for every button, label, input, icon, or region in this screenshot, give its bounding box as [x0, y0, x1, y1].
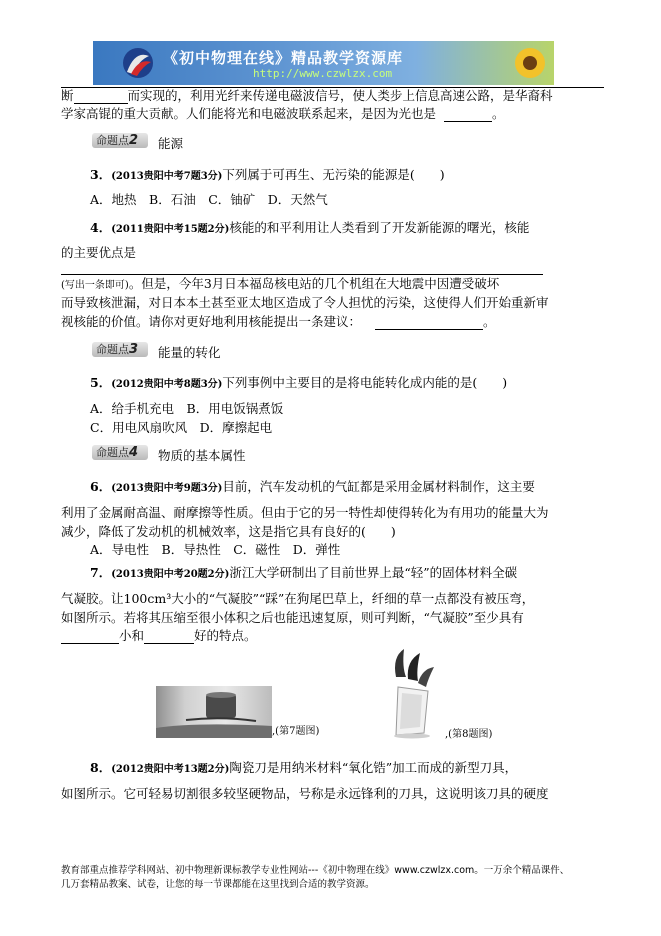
footer-line-2: 几万套精品教案、试卷，让您的每一节课都能在这里找到合适的教学资源。 — [61, 879, 375, 890]
section-title: 能量的转化 — [158, 345, 221, 360]
answer-blank[interactable] — [61, 629, 119, 644]
badge-number: 4 — [129, 445, 139, 460]
question-source: (2013贵阳中考7题3分) — [111, 171, 223, 182]
intro-text: 学家高锟的重大贡献。人们能将光和电磁波联系起来，是因为光也是 — [61, 106, 437, 121]
question-6-line-2: 利用了金属耐高温、耐摩擦等性质。但由于它的另一特性却使得转化为有用功的能量大为 — [61, 505, 549, 520]
question-7-line-2: 气凝胶。让100cm³大小的“气凝胶”“踩”在狗尾巴草上，纤细的草一点都没有被压弯， — [61, 591, 535, 606]
badge-text: 命题点 — [96, 343, 129, 356]
intro-text: 而实现的，利用光纤来传递电磁波信号，使人类步上信息高速公路，是华裔科 — [127, 88, 553, 103]
answer-blank[interactable] — [74, 89, 128, 104]
question-text: 。 — [483, 314, 496, 329]
question-source: (2012贵阳中考13题2分) — [111, 764, 230, 775]
intro-text: 。 — [492, 106, 505, 121]
badge-number: 2 — [129, 133, 139, 148]
question-text: 好的特点。 — [194, 628, 257, 643]
aerogel-on-grass-icon — [156, 686, 272, 738]
question-8-line-2: 如图所示。它可轻易切割很多较坚硬物品，号称是永远锋利的刀具，这说明该刀具的硬度 — [61, 786, 549, 801]
question-text: 小和 — [119, 628, 145, 643]
question-7 — [90, 565, 517, 583]
badge-number: 3 — [129, 342, 139, 357]
aerogel-photo — [156, 686, 272, 738]
badge-text: 命题点 — [96, 134, 129, 147]
question-4-line-3 — [61, 276, 499, 294]
section-title: 能源 — [158, 136, 184, 151]
question-6 — [90, 479, 535, 497]
intro-text: 断 — [61, 88, 74, 103]
section-badge — [92, 133, 148, 148]
question-5-options-2: C．用电风扇吹风 D．摩擦起电 — [90, 420, 273, 435]
question-8 — [90, 760, 517, 778]
answer-blank[interactable] — [444, 107, 492, 122]
question-source: (2013贵阳中考20题2分) — [111, 569, 230, 580]
question-5 — [90, 375, 507, 393]
question-source: (2012贵阳中考8题3分) — [111, 379, 223, 390]
sunflower-icon — [512, 45, 548, 81]
question-text: 视核能的价值。请你对更好地利用核能提出一条建议： — [61, 314, 362, 329]
question-text: 。但是，今年3月日本福岛核电站的几个机组在大地震中因遭受破坏 — [128, 276, 500, 291]
banner-title: 《初中物理在线》精品教学资源库 — [163, 49, 404, 67]
question-3-options: A．地热 B．石油 C．铀矿 D．天然气 — [90, 192, 328, 207]
section-title: 物质的基本属性 — [158, 448, 246, 463]
banner-url: http://www.czwlzx.com — [253, 67, 393, 80]
figure-7-caption: ,(第7题图) — [272, 726, 320, 737]
question-stem: 浙江大学研制出了目前世界上最“轻”的固体材料全碳 — [229, 565, 518, 580]
figure-8-caption: ,(第8题图) — [445, 729, 493, 740]
answer-blank[interactable] — [375, 315, 483, 330]
header-banner — [93, 41, 554, 85]
question-6-options: A．导电性 B．导热性 C．磁性 D．弹性 — [90, 542, 341, 557]
intro-line-1 — [61, 88, 553, 104]
question-stem: 目前，汽车发动机的气缸都是采用金属材料制作，这主要 — [222, 479, 535, 494]
question-4-line-4: 而导致核泄漏，对日本本土甚至亚太地区造成了令人担忧的污染，这使得人们开始重新审 — [61, 295, 549, 310]
question-stem: 陶瓷刀是用纳米材料“氧化锆”加工而成的新型刀具， — [229, 760, 518, 775]
site-logo-icon — [121, 46, 155, 80]
question-5-options-1: A．给手机充电 B．用电饭锅煮饭 — [90, 401, 284, 416]
question-number: 5． — [90, 375, 112, 390]
section-badge — [92, 445, 148, 460]
question-7-line-4 — [61, 628, 257, 644]
answer-blank[interactable] — [144, 629, 194, 644]
question-source: (2011贵阳中考15题2分) — [111, 224, 230, 235]
question-7-line-3: 如图所示。若将其压缩至很小体积之后也能迅速复原，则可判断，“气凝胶”至少具有 — [61, 610, 524, 625]
question-4 — [90, 220, 529, 238]
question-6-line-3: 减少，降低了发动机的机械效率，这是指它具有良好的( ) — [61, 524, 396, 539]
intro-line-2 — [61, 106, 505, 122]
section-badge — [92, 342, 148, 357]
question-stem: 下列属于可再生、无污染的能源是( ) — [222, 167, 445, 182]
question-number: 4． — [90, 220, 112, 235]
question-3 — [90, 167, 445, 185]
badge-text: 命题点 — [96, 446, 129, 459]
question-stem: 核能的和平利用让人类看到了开发新能源的曙光，核能 — [229, 220, 530, 235]
question-source: (2013贵阳中考9题3分) — [111, 483, 223, 494]
question-4-line-2: 的主要优点是 — [61, 245, 137, 260]
question-number: 6． — [90, 479, 112, 494]
question-note: (写出一条即可) — [61, 280, 129, 291]
question-number: 8． — [90, 760, 112, 775]
ceramic-knife-icon — [388, 647, 436, 739]
question-number: 3． — [90, 167, 112, 182]
answer-line[interactable] — [61, 274, 543, 275]
question-4-line-5 — [61, 314, 496, 330]
question-stem: 下列事例中主要目的是将电能转化成内能的是( ) — [222, 375, 508, 390]
footer-line-1: 教育部重点推荐学科网站、初中物理新课标教学专业性网站---《初中物理在线》www.czwlzx.com。一万余个精品课件、 — [61, 865, 570, 876]
question-number: 7． — [90, 565, 112, 580]
